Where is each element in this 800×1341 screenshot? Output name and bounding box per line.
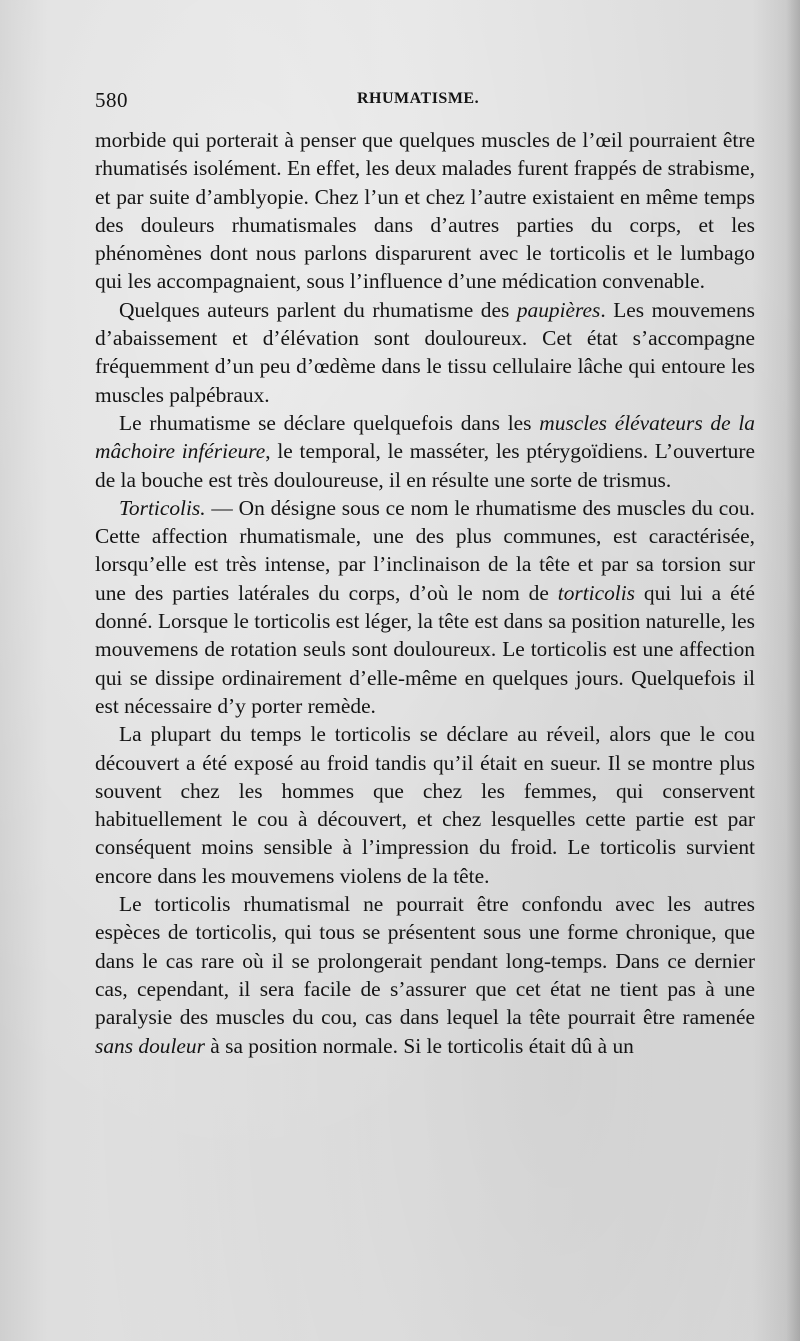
- text-run: — On désigne sous ce nom le rhumatisme des muscles du cou. Cette affection rhumatismale, une des plus communes, est caractérisée, lorsqu’elle est très intense, par l’inclinaison de la tête et par sa torsion sur une des parties latérales du corps, d’où le nom de: [95, 495, 755, 605]
- text-run: La plupart du temps le torticolis se déclare au réveil, alors que le cou découvert a été exposé au froid tandis qu’il était en sueur. Il se montre plus souvent chez les hommes que chez les femmes, qui conservent habituellement le cou à découvert, et chez lesquelles cette partie est par conséquent moins sensible à l’impression du froid. Le torticolis survient encore dans les mouvemens violens de la tête.: [95, 722, 755, 888]
- body-text: [95, 126, 755, 1060]
- paragraph-torticolis: [95, 494, 755, 720]
- italic-term: torticolis: [557, 580, 635, 605]
- running-head: [95, 88, 755, 118]
- paragraph-paupieres: [95, 296, 755, 409]
- paragraph-reveil: [95, 720, 755, 890]
- italic-term: muscles élévateurs de la mâchoire inférieure: [95, 410, 756, 464]
- text-run: Le rhumatisme se déclare quelquefois dans les: [119, 410, 540, 435]
- section-heading-italic: Torticolis.: [119, 495, 206, 520]
- page-edge-shadow: [786, 0, 800, 1341]
- italic-term: sans douleur: [95, 1033, 205, 1058]
- running-title: RHUMATISME.: [357, 90, 480, 107]
- text-run: à sa position normale. Si le torticolis était dû à un: [204, 1033, 634, 1058]
- text-run: Quelques auteurs parlent du rhumatisme des: [119, 297, 517, 322]
- text-run: qui lui a été donné. Lorsque le torticolis est léger, la tête est dans sa position naturelle, les mouvemens de rotation seuls sont douloureux. Le torticolis est une affection qui se dissipe ordinairement d’elle-même en quelques jours. Quelquefois il est nécessaire d’y porter remède.: [95, 580, 755, 718]
- paragraph-machoire: [95, 409, 755, 494]
- paragraph-diagnostic: [95, 890, 755, 1060]
- italic-term: paupières: [516, 297, 601, 322]
- page-number: 580: [95, 88, 128, 112]
- text-run: . Les mouvemens d’abaissement et d’élévation sont douloureux. Cet état s’accompagne fréquemment d’un peu d’œdème dans le tissu cellulaire lâche qui entoure les muscles palpébraux.: [95, 297, 755, 407]
- text-run: morbide qui porterait à penser que quelques muscles de l’œil pourraient être rhumatisés isolément. En effet, les deux malades furent frappés de strabisme, et par suite d’amblyopie. Chez l’un et chez l’autre existaient en même temps des douleurs rhumatismales dans d’autres parties du corps, et les phénomènes dont nous parlons disparurent avec le torticolis et le lumbago qui les accompagnaient, sous l’influence d’une médication convenable.: [95, 128, 755, 294]
- text-run: Le torticolis rhumatismal ne pourrait être confondu avec les autres espèces de torticolis, qui tous se présentent sous une forme chronique, que dans le cas rare où il se prolongerait pendant long-temps. Dans ce dernier cas, cependant, il sera facile de s’assurer que cet état ne tient pas à une paralysie des muscles du cou, cas dans lequel la tête pourrait être ramenée: [95, 892, 755, 1030]
- paragraph-continuation: [95, 126, 755, 296]
- text-run: , le temporal, le masséter, les ptérygoïdiens. L’ouverture de la bouche est très douloureuse, il en résulte une sorte de trismus.: [95, 439, 755, 492]
